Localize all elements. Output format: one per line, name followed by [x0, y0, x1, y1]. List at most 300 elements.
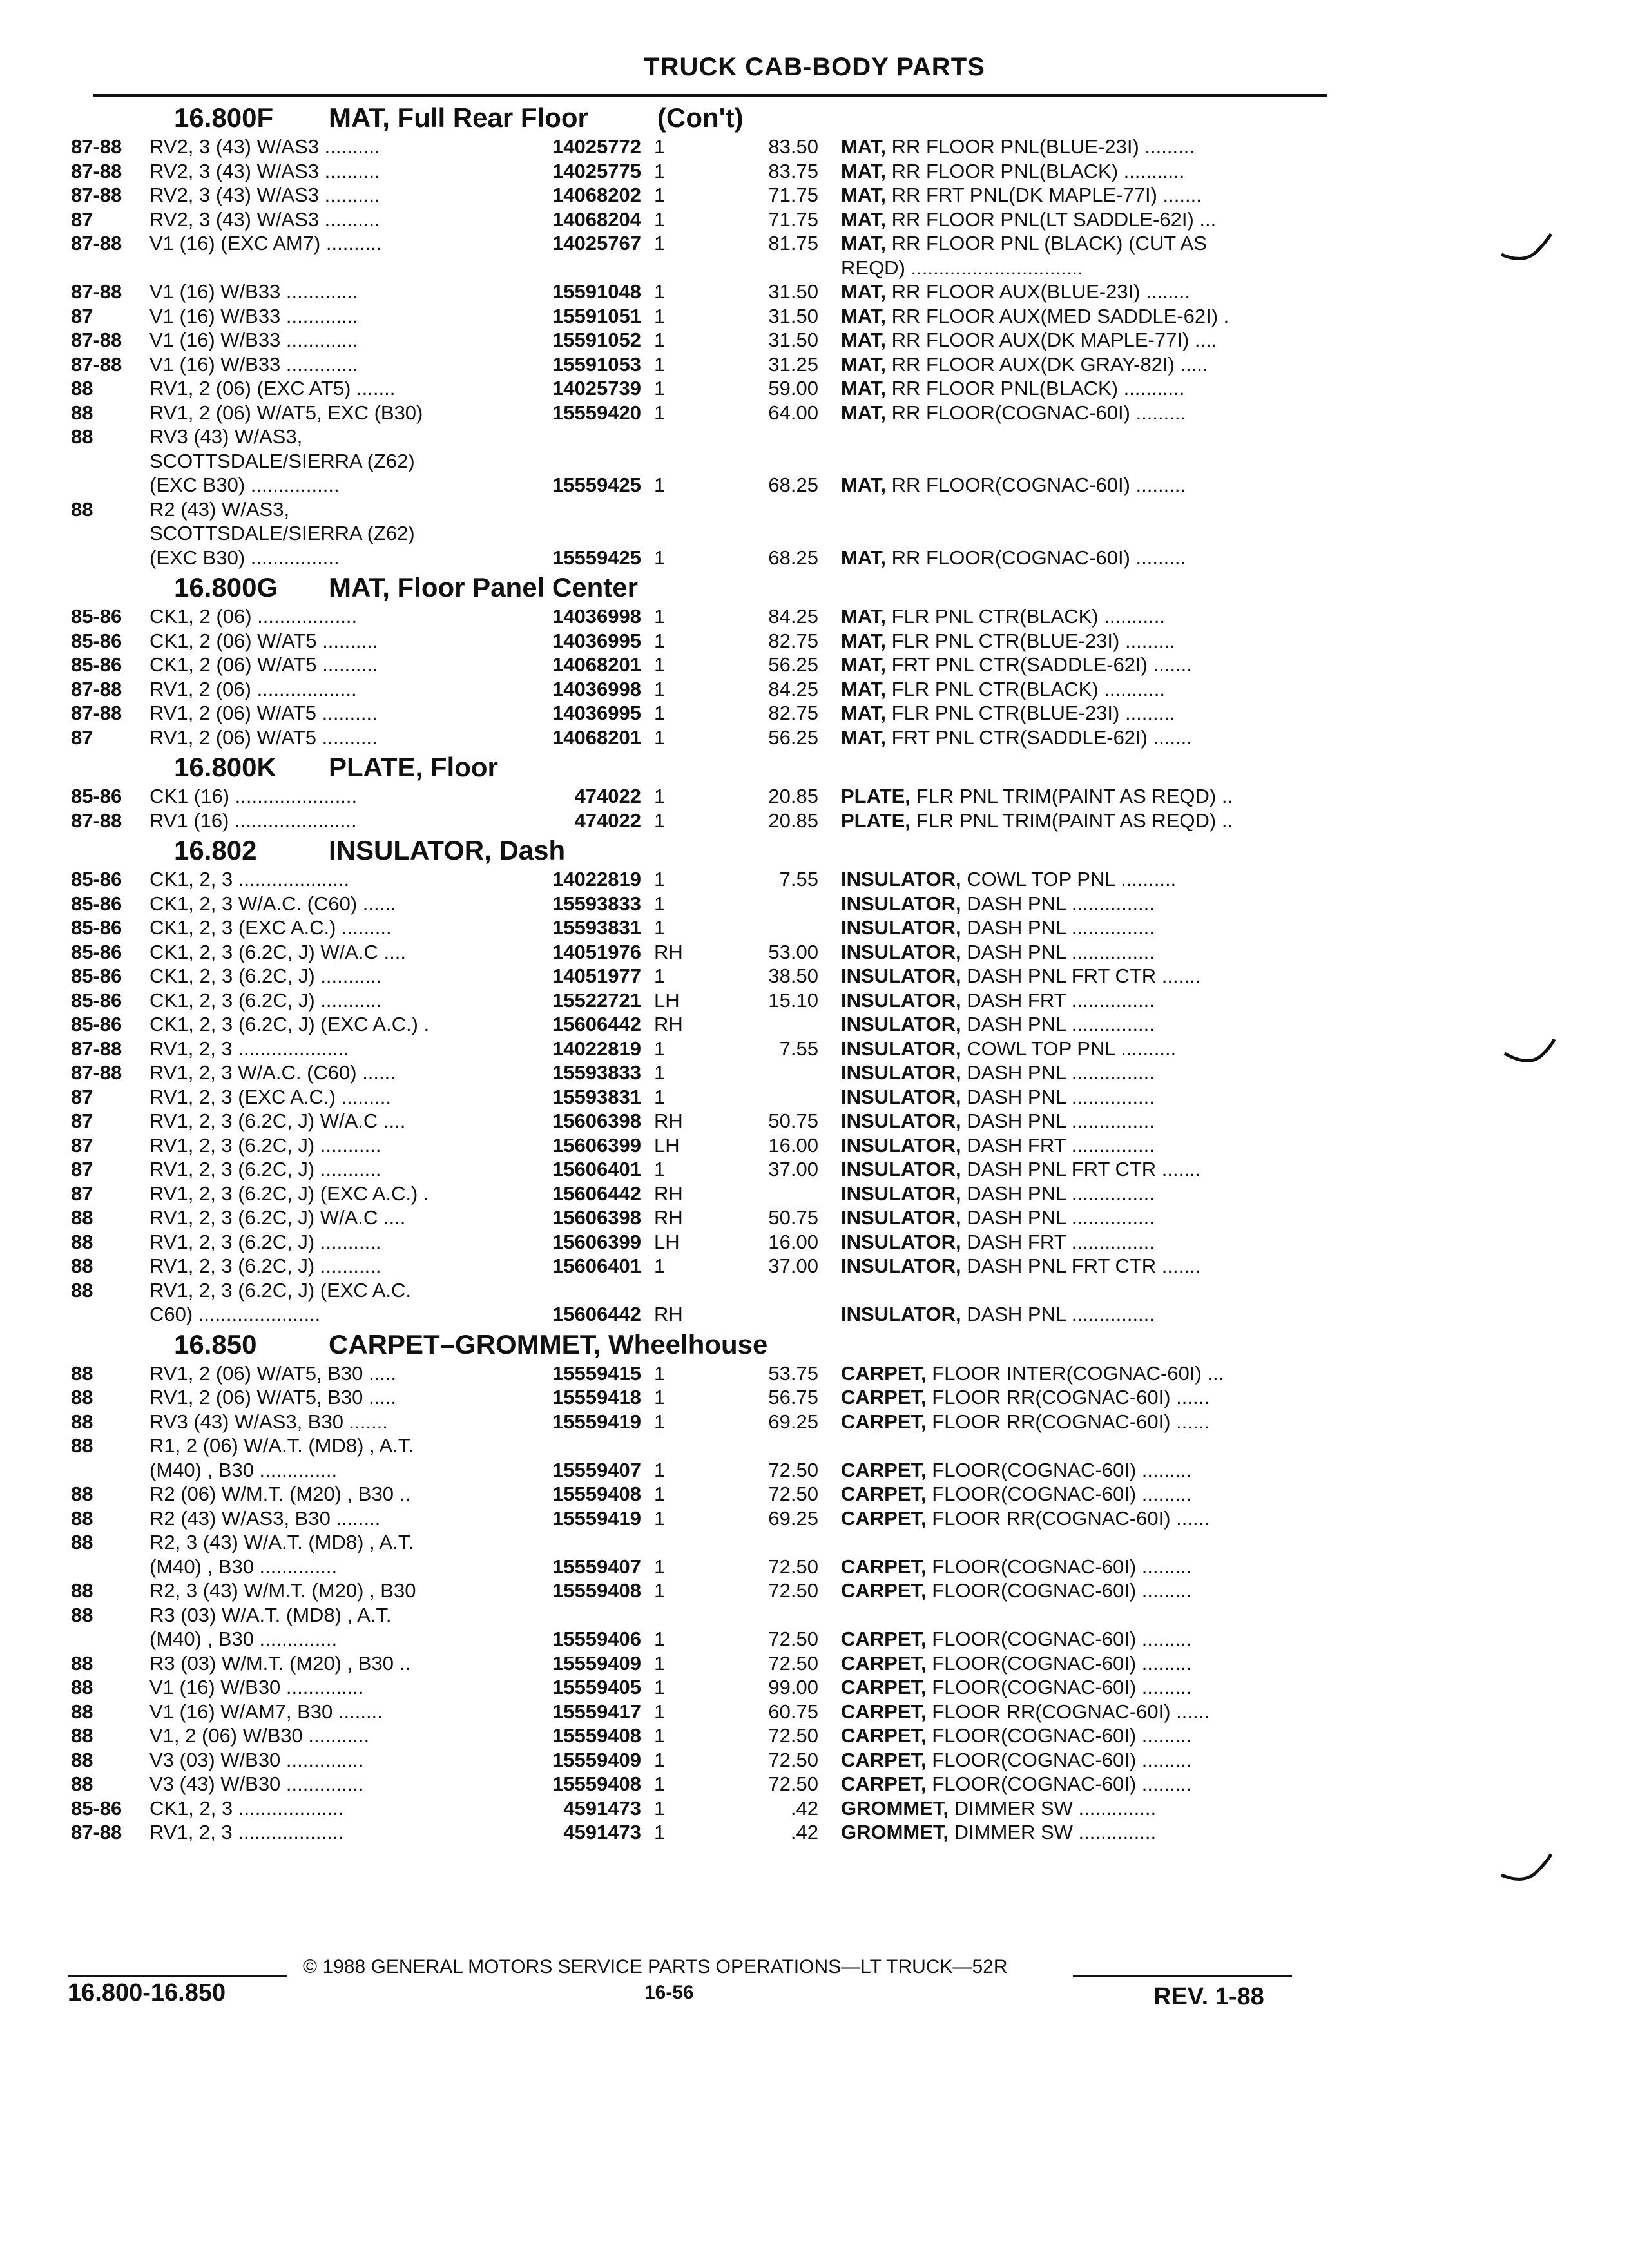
price: 72.50 — [768, 1579, 818, 1602]
application: RV1, 2, 3 (6.2C, J) ........... — [149, 1230, 381, 1253]
part-row — [0, 726, 1629, 750]
application: (M40) , B30 .............. — [149, 1555, 338, 1578]
quantity: 1 — [654, 868, 666, 890]
model-year: 85-86 — [71, 940, 122, 963]
section-title: CARPET–GROMMET, Wheelhouse — [329, 1329, 768, 1360]
quantity: 1 — [654, 605, 666, 628]
quantity: 1 — [654, 1037, 666, 1060]
quantity: 1 — [654, 1651, 666, 1675]
description: CARPET, FLOOR(COGNAC-60I) ......... — [841, 1651, 1192, 1675]
description: INSULATOR, DASH PNL ............... — [841, 916, 1155, 939]
price: 56.75 — [768, 1386, 818, 1408]
description: CARPET, FLOOR RR(COGNAC-60I) ...... — [841, 1410, 1210, 1433]
part-row — [0, 892, 1629, 916]
application: RV1, 2, 3 (6.2C, J) W/A.C .... — [149, 1110, 406, 1132]
quantity: RH — [654, 1182, 683, 1205]
application: CK1, 2, 3 W/A.C. (C60) ...... — [149, 892, 396, 915]
footer-revision: REV. 1-88 — [1153, 1983, 1264, 2010]
application: CK1, 2, 3 (6.2C, J) ........... — [149, 988, 382, 1012]
model-year: 87 — [71, 304, 93, 327]
description: INSULATOR, DASH FRT ............... — [841, 1230, 1155, 1253]
quantity: 1 — [654, 1555, 666, 1578]
price: 68.25 — [768, 546, 818, 569]
description: REQD) ............................... — [841, 256, 1083, 279]
description: INSULATOR, DASH PNL ............... — [841, 1303, 1155, 1325]
part-row — [0, 1278, 1629, 1303]
description: INSULATOR, DASH PNL ............... — [841, 940, 1155, 963]
model-year: 85-86 — [71, 892, 122, 915]
quantity: 1 — [654, 329, 666, 351]
part-number: 15606442 — [552, 1303, 641, 1325]
part-row — [0, 1482, 1629, 1506]
check-mark-icon — [1501, 1034, 1559, 1073]
part-row — [0, 1361, 1629, 1386]
application: V1 (16) (EXC AM7) .......... — [149, 232, 382, 255]
part-number: 15591051 — [552, 304, 641, 327]
model-year: 85-86 — [71, 988, 122, 1012]
application: CK1, 2, 3 (6.2C, J) (EXC A.C.) . — [149, 1013, 430, 1035]
part-row — [0, 1230, 1629, 1254]
part-row — [0, 1037, 1629, 1061]
part-number: 14036998 — [552, 677, 641, 700]
application: RV3 (43) W/AS3, — [149, 425, 303, 448]
price: 53.00 — [768, 940, 818, 963]
application: CK1, 2, 3 (6.2C, J) ........... — [149, 965, 382, 987]
part-number: 15559409 — [552, 1748, 641, 1771]
price: 81.75 — [768, 232, 818, 255]
quantity: 1 — [654, 1458, 666, 1481]
model-year: 88 — [71, 1254, 93, 1277]
price: 69.25 — [768, 1410, 818, 1433]
description: CARPET, FLOOR(COGNAC-60I) ......... — [841, 1773, 1192, 1795]
quantity: 1 — [654, 1676, 666, 1698]
part-row — [0, 1434, 1629, 1458]
quantity: 1 — [654, 159, 666, 182]
description: CARPET, FLOOR(COGNAC-60I) ......... — [841, 1483, 1192, 1505]
quantity: 1 — [654, 1483, 666, 1505]
part-number: 14025775 — [552, 159, 641, 182]
model-year: 88 — [71, 1506, 93, 1530]
description: CARPET, FLOOR RR(COGNAC-60I) ...... — [841, 1700, 1210, 1723]
model-year: 85-86 — [71, 868, 122, 890]
price: 71.75 — [768, 207, 818, 231]
price: 72.50 — [768, 1555, 818, 1578]
quantity: 1 — [654, 916, 666, 939]
description: MAT, RR FLOOR PNL(BLACK) ........... — [841, 377, 1185, 399]
price: 7.55 — [779, 1037, 818, 1060]
description: INSULATOR, DASH PNL ............... — [841, 892, 1155, 915]
part-number: 15606442 — [552, 1013, 641, 1035]
part-number: 15559408 — [552, 1773, 641, 1795]
application: (EXC B30) ................ — [149, 546, 340, 569]
part-number: 15593831 — [552, 1085, 641, 1108]
quantity: 1 — [654, 785, 666, 807]
price: 31.25 — [768, 352, 818, 376]
section-number: 16.800K — [174, 752, 276, 782]
application: RV1, 2, 3 .................... — [149, 1037, 349, 1060]
footer-rule-right — [1073, 1975, 1292, 1977]
application: RV1, 2 (06) W/AT5, EXC (B30) — [149, 401, 423, 424]
part-number: 15559425 — [552, 474, 641, 496]
part-row — [0, 1772, 1629, 1796]
part-row — [0, 1157, 1629, 1182]
model-year: 87-88 — [71, 809, 122, 832]
part-number: 15522721 — [552, 988, 641, 1012]
part-row — [0, 207, 1629, 232]
part-number: 14036998 — [552, 605, 641, 628]
quantity: 1 — [654, 1158, 666, 1180]
application: RV1, 2 (06) W/AT5, B30 ..... — [149, 1386, 397, 1408]
section-number: 16.800F — [174, 102, 274, 133]
quantity: 1 — [654, 1386, 666, 1408]
model-year: 88 — [71, 1676, 93, 1698]
part-row — [0, 401, 1629, 425]
part-row — [0, 280, 1629, 304]
description: GROMMET, DIMMER SW .............. — [841, 1796, 1157, 1820]
part-number: 15559415 — [552, 1361, 641, 1385]
application: R2 (43) W/AS3, — [149, 497, 290, 521]
price: 83.75 — [768, 159, 818, 182]
model-year: 88 — [71, 1531, 93, 1553]
quantity: 1 — [654, 401, 666, 424]
price: 64.00 — [768, 401, 818, 424]
quantity: RH — [654, 940, 683, 963]
model-year: 85-86 — [71, 653, 122, 676]
part-number: 14022819 — [552, 868, 641, 890]
model-year: 87 — [71, 207, 93, 231]
price: 82.75 — [768, 702, 818, 724]
model-year: 87-88 — [71, 1061, 122, 1084]
application: R3 (03) W/A.T. (MD8) , A.T. — [149, 1603, 392, 1626]
section-continued: (Con't) — [657, 102, 744, 133]
part-row — [0, 328, 1629, 352]
part-row — [0, 1085, 1629, 1110]
price: 53.75 — [768, 1361, 818, 1385]
price: 82.75 — [768, 629, 818, 652]
part-row — [0, 1410, 1629, 1434]
price: 69.25 — [768, 1506, 818, 1530]
quantity: 1 — [654, 892, 666, 915]
part-row — [0, 546, 1629, 570]
model-year: 88 — [71, 1700, 93, 1723]
description: MAT, FRT PNL CTR(SADDLE-62I) ....... — [841, 653, 1192, 676]
part-row — [0, 1254, 1629, 1278]
part-row — [0, 653, 1629, 677]
check-mark-icon — [1498, 1849, 1556, 1888]
part-number: 15606399 — [552, 1230, 641, 1253]
model-year: 87-88 — [71, 677, 122, 700]
part-row — [0, 1458, 1629, 1483]
model-year: 87 — [71, 726, 93, 749]
description: INSULATOR, DASH PNL ............... — [841, 1061, 1155, 1084]
part-number: 15559419 — [552, 1410, 641, 1433]
part-number: 15559406 — [552, 1628, 641, 1650]
application: R2 (43) W/AS3, B30 ........ — [149, 1506, 381, 1530]
price: 83.50 — [768, 135, 818, 158]
quantity: 1 — [654, 809, 666, 832]
description: PLATE, FLR PNL TRIM(PAINT AS REQD) .. — [841, 785, 1233, 807]
part-row — [0, 1627, 1629, 1651]
section-heading — [0, 835, 1629, 867]
model-year: 87 — [71, 1085, 93, 1108]
description: MAT, FLR PNL CTR(BLUE-23I) ......... — [841, 629, 1175, 652]
part-row — [0, 425, 1629, 449]
part-row — [0, 1385, 1629, 1410]
application: R2 (06) W/M.T. (M20) , B30 .. — [149, 1483, 410, 1505]
quantity: 1 — [654, 1796, 666, 1820]
model-year: 88 — [71, 1230, 93, 1253]
description: INSULATOR, DASH FRT ............... — [841, 988, 1155, 1012]
application: R2, 3 (43) W/A.T. (MD8) , A.T. — [149, 1531, 414, 1553]
quantity: 1 — [654, 1506, 666, 1530]
application: V1, 2 (06) W/B30 ........... — [149, 1724, 370, 1747]
model-year: 85-86 — [71, 785, 122, 807]
quantity: 1 — [654, 280, 666, 303]
price: 7.55 — [779, 868, 818, 890]
model-year: 87-88 — [71, 184, 122, 206]
part-row — [0, 497, 1629, 522]
price: 16.00 — [768, 1133, 818, 1157]
footer-page-number: 16-56 — [644, 1982, 694, 2003]
footer-rule-left — [68, 1975, 287, 1977]
quantity: RH — [654, 1303, 683, 1325]
model-year: 88 — [71, 425, 93, 448]
application: V1 (16) W/AM7, B30 ........ — [149, 1700, 383, 1723]
section-heading — [0, 572, 1629, 604]
part-row — [0, 1206, 1629, 1230]
part-number: 15606399 — [552, 1133, 641, 1157]
quantity: 1 — [654, 702, 666, 724]
description: MAT, RR FLOOR(COGNAC-60I) ......... — [841, 546, 1186, 569]
part-number: 474022 — [574, 785, 641, 807]
part-row — [0, 1651, 1629, 1676]
part-number: 15559408 — [552, 1483, 641, 1505]
part-number: 14036995 — [552, 629, 641, 652]
application: V1 (16) W/B30 .............. — [149, 1676, 364, 1698]
part-number: 15606442 — [552, 1182, 641, 1205]
application: CK1, 2 (06) .................. — [149, 605, 358, 628]
application: R3 (03) W/M.T. (M20) , B30 .. — [149, 1651, 410, 1675]
application: CK1, 2, 3 .................... — [149, 868, 350, 890]
application: V1 (16) W/B33 ............. — [149, 280, 358, 303]
part-number: 15593833 — [552, 1061, 641, 1084]
section-title: INSULATOR, Dash — [329, 835, 566, 865]
model-year: 88 — [71, 1278, 93, 1302]
model-year: 85-86 — [71, 1013, 122, 1035]
part-number: 15606401 — [552, 1254, 641, 1277]
description: MAT, FLR PNL CTR(BLACK) ........... — [841, 605, 1165, 628]
quantity: 1 — [654, 304, 666, 327]
description: MAT, RR FLOOR PNL (BLACK) (CUT AS — [841, 232, 1207, 255]
part-row — [0, 135, 1629, 159]
part-row — [0, 867, 1629, 892]
application: V1 (16) W/B33 ............. — [149, 304, 358, 327]
quantity: RH — [654, 1206, 683, 1229]
model-year: 88 — [71, 1724, 93, 1747]
part-row — [0, 1182, 1629, 1206]
section-number: 16.802 — [174, 835, 257, 865]
part-row — [0, 1820, 1629, 1845]
model-year: 88 — [71, 401, 93, 424]
part-row — [0, 988, 1629, 1013]
part-number: 14025767 — [552, 232, 641, 255]
footer-copyright: © 1988 GENERAL MOTORS SERVICE PARTS OPERATIONS—LT TRUCK—52R — [303, 1956, 1008, 1977]
model-year: 88 — [71, 1361, 93, 1385]
part-row — [0, 1530, 1629, 1555]
description: INSULATOR, DASH PNL ............... — [841, 1206, 1155, 1229]
part-row — [0, 1675, 1629, 1700]
quantity: 1 — [654, 474, 666, 496]
quantity: 1 — [654, 1724, 666, 1747]
part-row — [0, 256, 1629, 280]
application: CK1 (16) ...................... — [149, 785, 358, 807]
price: 15.10 — [768, 988, 818, 1012]
price: 31.50 — [768, 304, 818, 327]
part-number: 15559408 — [552, 1579, 641, 1602]
application: (M40) , B30 .............. — [149, 1458, 338, 1481]
description: CARPET, FLOOR(COGNAC-60I) ......... — [841, 1555, 1192, 1578]
part-number: 14022819 — [552, 1037, 641, 1060]
price: 72.50 — [768, 1651, 818, 1675]
application: CK1, 2 (06) W/AT5 .......... — [149, 653, 378, 676]
part-number: 15559409 — [552, 1651, 641, 1675]
description: MAT, RR FLOOR PNL(BLUE-23I) ......... — [841, 135, 1195, 158]
quantity: 1 — [654, 1361, 666, 1385]
model-year: 87-88 — [71, 232, 122, 255]
description: MAT, RR FLOOR(COGNAC-60I) ......... — [841, 401, 1186, 424]
part-number: 15559405 — [552, 1676, 641, 1698]
price: 71.75 — [768, 184, 818, 206]
part-row — [0, 352, 1629, 377]
application: RV1, 2, 3 ................... — [149, 1821, 343, 1843]
model-year: 88 — [71, 1410, 93, 1433]
quantity: 1 — [654, 1085, 666, 1108]
application: RV1, 2 (06) W/AT5 .......... — [149, 726, 378, 749]
model-year: 88 — [71, 1206, 93, 1229]
part-row — [0, 1302, 1629, 1327]
description: INSULATOR, COWL TOP PNL .......... — [841, 1037, 1177, 1060]
price: 56.25 — [768, 726, 818, 749]
application: RV1, 2 (06) (EXC AT5) ....... — [149, 377, 396, 399]
description: INSULATOR, DASH PNL ............... — [841, 1182, 1155, 1205]
description: MAT, FRT PNL CTR(SADDLE-62I) ....... — [841, 726, 1192, 749]
section-title: MAT, Floor Panel Center — [329, 572, 638, 602]
part-row — [0, 1109, 1629, 1133]
quantity: 1 — [654, 207, 666, 231]
part-row — [0, 376, 1629, 401]
part-number: 15559419 — [552, 1506, 641, 1530]
quantity: 1 — [654, 1700, 666, 1723]
description: MAT, RR FRT PNL(DK MAPLE-77I) ....... — [841, 184, 1202, 206]
part-number: 474022 — [574, 809, 641, 832]
description: CARPET, FLOOR RR(COGNAC-60I) ...... — [841, 1506, 1210, 1530]
model-year: 88 — [71, 1651, 93, 1675]
quantity: RH — [654, 1013, 683, 1035]
part-number: 15559417 — [552, 1700, 641, 1723]
page-header-title: TRUCK CAB-BODY PARTS — [644, 53, 985, 81]
application: RV2, 3 (43) W/AS3 .......... — [149, 159, 380, 182]
application: CK1, 2, 3 (6.2C, J) W/A.C .... — [149, 940, 406, 963]
model-year: 85-86 — [71, 916, 122, 939]
description: MAT, RR FLOOR(COGNAC-60I) ......... — [841, 474, 1186, 496]
quantity: LH — [654, 1230, 680, 1253]
description: PLATE, FLR PNL TRIM(PAINT AS REQD) .. — [841, 809, 1233, 832]
part-number: 14068202 — [552, 184, 641, 206]
part-number: 4591473 — [563, 1796, 641, 1820]
part-row — [0, 183, 1629, 207]
part-row — [0, 1506, 1629, 1531]
part-number: 14025772 — [552, 135, 641, 158]
part-number: 14068204 — [552, 207, 641, 231]
description: INSULATOR, DASH PNL ............... — [841, 1085, 1155, 1108]
part-number: 15559407 — [552, 1458, 641, 1481]
quantity: 1 — [654, 546, 666, 569]
part-row — [0, 916, 1629, 940]
application: (M40) , B30 .............. — [149, 1628, 338, 1650]
part-row — [0, 473, 1629, 497]
part-row — [0, 629, 1629, 653]
price: 72.50 — [768, 1724, 818, 1747]
model-year: 88 — [71, 1748, 93, 1771]
price: 59.00 — [768, 377, 818, 399]
description: MAT, FLR PNL CTR(BLUE-23I) ......... — [841, 702, 1175, 724]
section-number: 16.800G — [174, 572, 278, 602]
price: 72.50 — [768, 1483, 818, 1505]
application: CK1, 2, 3 ................... — [149, 1796, 344, 1820]
part-number: 4591473 — [563, 1821, 641, 1843]
quantity: LH — [654, 988, 680, 1012]
price: 56.25 — [768, 653, 818, 676]
application: RV1, 2, 3 (6.2C, J) (EXC A.C.) . — [149, 1182, 429, 1205]
application: CK1, 2, 3 (EXC A.C.) ......... — [149, 916, 392, 939]
application: RV3 (43) W/AS3, B30 ....... — [149, 1410, 388, 1433]
price: 50.75 — [768, 1110, 818, 1132]
application: V1 (16) W/B33 ............. — [149, 329, 358, 351]
application: RV1, 2 (06) .................. — [149, 677, 357, 700]
part-number: 14051976 — [552, 940, 641, 963]
quantity: 1 — [654, 1748, 666, 1771]
application: RV1, 2 (06) W/AT5 .......... — [149, 702, 378, 724]
description: MAT, RR FLOOR AUX(DK GRAY-82I) ..... — [841, 352, 1208, 376]
application: RV1, 2, 3 W/A.C. (C60) ...... — [149, 1061, 396, 1084]
part-row — [0, 701, 1629, 726]
section-title: MAT, Full Rear Floor — [329, 102, 588, 133]
model-year: 87-88 — [71, 329, 122, 351]
model-year: 85-86 — [71, 629, 122, 652]
description: MAT, RR FLOOR PNL(BLACK) ........... — [841, 159, 1185, 182]
price: 72.50 — [768, 1773, 818, 1795]
description: INSULATOR, DASH PNL ............... — [841, 1110, 1155, 1132]
application: RV1 (16) ...................... — [149, 809, 357, 832]
application: RV1, 2, 3 (6.2C, J) ........... — [149, 1133, 381, 1157]
part-number: 14068201 — [552, 653, 641, 676]
quantity: 1 — [654, 232, 666, 255]
part-number: 15606398 — [552, 1206, 641, 1229]
part-number: 15606401 — [552, 1158, 641, 1180]
part-row — [0, 940, 1629, 965]
part-number: 14025739 — [552, 377, 641, 399]
price: 72.50 — [768, 1458, 818, 1481]
description: MAT, RR FLOOR PNL(LT SADDLE-62I) ... — [841, 207, 1217, 231]
price: 37.00 — [768, 1254, 818, 1277]
part-number: 15559407 — [552, 1555, 641, 1578]
part-number: 15559418 — [552, 1386, 641, 1408]
model-year: 88 — [71, 1579, 93, 1602]
section-heading — [0, 752, 1629, 784]
description: INSULATOR, DASH PNL FRT CTR ....... — [841, 1254, 1201, 1277]
part-number: 14051977 — [552, 965, 641, 987]
quantity: 1 — [654, 1821, 666, 1843]
